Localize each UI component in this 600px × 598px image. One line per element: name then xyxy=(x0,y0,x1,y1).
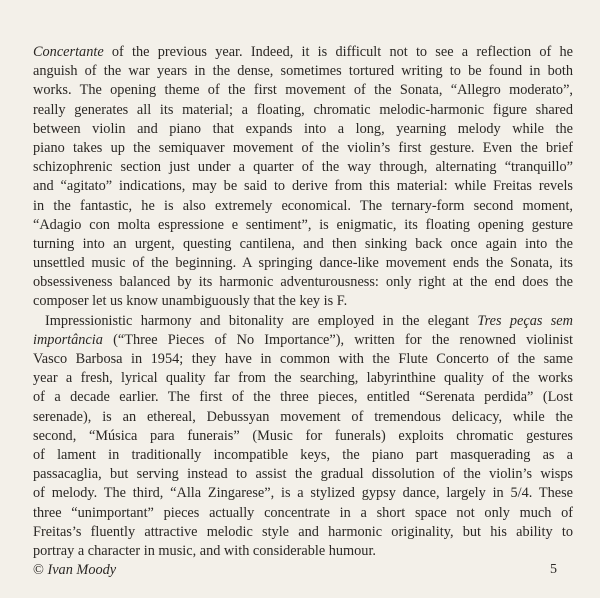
text-line: of lament in traditionally incompatible keys, the piano part masquerading as a xyxy=(33,446,573,463)
text-line: importância (“Three Pieces of No Importance”), written for the renowned violinist xyxy=(33,331,573,348)
text-line: “Adagio con molta espressione e sentiment”, is enigmatic, its floating opening gesture xyxy=(33,216,573,233)
text-line: piano takes up the semiquaver movement of the violin’s first gesture. Even the brief xyxy=(33,139,573,156)
text-line: composer let us know unambiguously that the key is F. xyxy=(33,293,348,310)
text-line: between violin and piano that expands into a long, yearning melody while the xyxy=(33,120,573,137)
author-credit xyxy=(33,561,573,580)
text-line: in the fantastic, he is also extremely economical. The ternary-form second moment, xyxy=(33,197,573,214)
text-line: passacaglia, but serving instead to assist the gradual dissolution of the violin’s wisps xyxy=(33,466,573,483)
page-number: 5 xyxy=(550,562,557,577)
text-line: of a decade earlier. The first of the three pieces, entitled “Serenata perdida” (Lost xyxy=(33,389,573,406)
copyright-symbol: © xyxy=(33,562,44,579)
text-line: Freitas’s fluently attractive melodic style and harmonic originality, but his ability to xyxy=(33,523,573,540)
text-line: obsessiveness balanced by its harmonic adventurousness: only right at the end does the xyxy=(33,274,573,291)
text-line: portray a character in music, and with considerable humour. xyxy=(33,542,377,559)
text-line: serenade), is an ethereal, Debussyan movement of tremendous delicacy, while the xyxy=(33,408,573,425)
paragraph-2 xyxy=(33,312,573,561)
text-line: schizophrenic section just under a quarter of the way through, alternating “tranquillo” xyxy=(33,159,573,176)
paragraph-1 xyxy=(33,43,573,312)
text-line: really generates all its material; a floating, chromatic melodic-harmonic figure shared xyxy=(33,101,573,118)
author-name: Ivan Moody xyxy=(47,562,117,579)
text-line: second, “Música para funerais” (Music for funerals) exploits chromatic gestures xyxy=(33,427,573,444)
text-line: anguish of the war years in the dense, sometimes tortured writing to be found in both xyxy=(33,63,573,80)
text-line: year a fresh, lyrical quality far from the searching, labyrinthine quality of the works xyxy=(33,370,573,387)
text-line: three “unimportant” pieces actually concentrate in a short space not only much of xyxy=(33,504,573,521)
text-line: of melody. The third, “Alla Zingarese”, is a stylized gypsy dance, largely in 5/4. These xyxy=(33,485,573,502)
text-line: Concertante of the previous year. Indeed, it is difficult not to see a reflection of he xyxy=(33,44,573,60)
essay-text xyxy=(33,43,573,580)
text-line: Vasco Barbosa in 1954; they have in common with the Flute Concerto of the same xyxy=(33,351,573,367)
text-line: Impressionistic harmony and bitonality are employed in the elegant Tres peças sem xyxy=(45,312,573,329)
text-line: and “agitato” indications, may be said to derive from this material: while Freitas revels xyxy=(33,178,573,195)
text-line: turning into an urgent, questing cantilena, and then sinking back once again into the xyxy=(33,235,573,252)
text-line: unsettled music of the beginning. A springing dance-like movement ends the Sonata, its xyxy=(33,255,573,272)
text-line: works. The opening theme of the first movement of the Sonata, “Allegro moderato”, xyxy=(33,82,573,99)
